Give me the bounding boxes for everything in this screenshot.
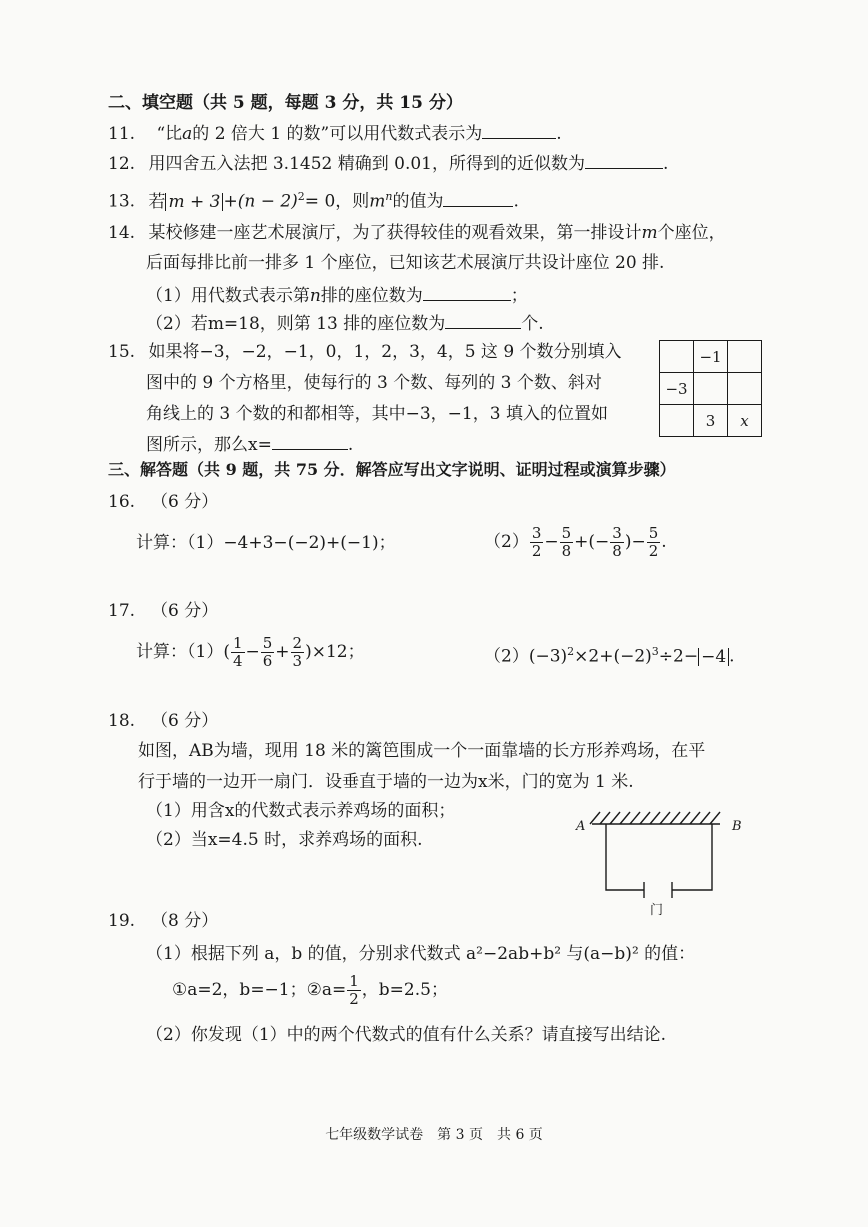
- q14-p2: （2）若m=18，则第 13 排的座位数为: [146, 314, 446, 334]
- q16-number: 16.: [108, 492, 136, 512]
- q16-op3: )−: [624, 532, 646, 552]
- q15-line-3: 角线上的 3 个数的和都相等，其中−3，−1，3 填入的位置如: [146, 404, 608, 424]
- q18-part-1: （1）用含x的代数式表示养鸡场的面积；: [146, 801, 456, 821]
- frac-den: 8: [612, 542, 622, 560]
- frac-num: 5: [648, 524, 659, 542]
- q17-op2: +: [275, 642, 290, 662]
- answer-blank[interactable]: [272, 433, 348, 450]
- q19-v2: ，b=2.5；: [361, 980, 448, 1000]
- q16-p2end: .: [661, 532, 667, 552]
- q15-end: .: [347, 435, 354, 455]
- grid-cell: [660, 341, 694, 373]
- grid-cell: [728, 373, 762, 405]
- q13-plus: +: [223, 191, 238, 212]
- frac-den: 2: [648, 542, 659, 560]
- q19-part-2: （2）你发现（1）中的两个代数式的值有什么关系？请直接写出结论.: [146, 1025, 667, 1045]
- q13-post: 的值为: [392, 191, 444, 212]
- q19-number: 19.: [108, 911, 136, 931]
- q14-p1a: （1）用代数式表示第: [146, 286, 310, 306]
- q12-number: 12.: [108, 154, 136, 174]
- fraction: [560, 525, 574, 560]
- frac-num: 2: [292, 634, 303, 652]
- frac-num: 5: [262, 634, 273, 652]
- q19-values: [172, 970, 448, 1010]
- q16-m1: (−1): [340, 533, 379, 553]
- q16-part-1: [136, 532, 396, 554]
- q18-number: 18.: [108, 711, 136, 731]
- frac-den: 8: [561, 542, 572, 560]
- frac-num: 3: [612, 524, 622, 542]
- q14-p2end: 个.: [521, 314, 544, 334]
- wall-hatching: [590, 812, 720, 824]
- fraction: [647, 525, 661, 560]
- question-17-header: [108, 600, 218, 622]
- q11-end: .: [556, 124, 562, 144]
- q14-var-n: n: [309, 286, 321, 306]
- grid-cell: 3: [694, 405, 728, 437]
- q14-part-2: [146, 312, 544, 335]
- q16-p1: （1）−4+3−: [187, 533, 288, 553]
- q17-number: 17.: [108, 601, 136, 621]
- q16-p2: （2）: [484, 532, 529, 552]
- q13-eq: = 0，则: [304, 191, 370, 212]
- question-13: [108, 186, 519, 213]
- q13-m: m: [369, 191, 386, 212]
- q15-line4: 图所示，那么x=: [146, 435, 272, 455]
- frac-den: 2: [349, 990, 359, 1008]
- q11-text-b: 的 2 倍大 1 的数”可以用代数式表示为: [192, 124, 483, 144]
- abs-m-plus-3: [165, 193, 223, 211]
- q18-score: （6 分）: [151, 711, 219, 731]
- q13-number: 13.: [108, 191, 136, 212]
- q12-text: 用四舍五入法把 3.1452 精确到 0.01，所得到的近似数为: [148, 154, 585, 174]
- frac-den: 4: [232, 652, 243, 670]
- q19-part-1: （1）根据下列 a，b 的值，分别求代数式 a²−2ab+b² 与(a−b)² 的值：: [146, 944, 696, 964]
- answer-blank[interactable]: [585, 152, 663, 169]
- magic-square-grid: [659, 340, 762, 437]
- grid-cell: −3: [660, 373, 694, 405]
- grid-cell: [728, 341, 762, 373]
- q17-score: （6 分）: [151, 601, 219, 621]
- grid-cell: x: [728, 405, 762, 437]
- q17-op1: −: [245, 642, 260, 662]
- q14-line1a: 某校修建一座艺术展演厅，为了获得较佳的观看效果，第一排设计: [148, 223, 642, 243]
- fence-left: [606, 824, 644, 890]
- answer-blank[interactable]: [482, 122, 556, 139]
- question-11: [108, 122, 562, 145]
- q18-part-2: （2）当x=4.5 时，求养鸡场的面积.: [146, 830, 423, 850]
- q16-m2: (−2): [287, 533, 327, 553]
- question-16-header: [108, 491, 218, 513]
- q16-calc-label: 计算：: [136, 533, 187, 553]
- q16-op2: +(−: [574, 532, 610, 552]
- question-14-line-1: [108, 222, 726, 244]
- frac-num: 1: [232, 634, 243, 652]
- chicken-coop-diagram: [570, 808, 750, 920]
- abs-minus-4: −4: [698, 648, 729, 666]
- q17-mid: ×2+(−2): [574, 646, 652, 667]
- question-18-header: [108, 710, 218, 732]
- q14-line1b: 个座位，: [657, 223, 726, 243]
- fraction: [610, 525, 624, 560]
- section-3-title: 三、解答题（共 9 题，共 75 分．解答应写出文字说明、证明过程或演算步骤）: [108, 460, 676, 479]
- q15-line-2: 图中的 9 个方格里，使每行的 3 个数、每列的 3 个数、斜对: [146, 373, 602, 393]
- q17-part-2: [484, 641, 735, 668]
- q11-var: a: [182, 124, 193, 144]
- door-label: 门: [650, 903, 664, 918]
- q13-end: .: [513, 191, 519, 212]
- q19-score: （8 分）: [151, 911, 219, 931]
- q18-line-1: 如图，AB为墙，现用 18 米的篱笆围成一个一面靠墙的长方形养鸡场，在平: [138, 741, 706, 761]
- fraction: [261, 635, 275, 670]
- q16-part-2: [484, 522, 667, 562]
- q13-pre: 若: [148, 191, 166, 212]
- question-14-line-2: 后面每排比前一排多 1 个座位，已知该艺术展演厅共设计座位 20 排.: [146, 253, 665, 273]
- frac-num: 1: [349, 972, 359, 990]
- q16-p1end: ；: [378, 533, 396, 553]
- frac-num: 5: [561, 524, 572, 542]
- q16-score: （6 分）: [151, 492, 219, 512]
- q14-var-m: m: [641, 223, 658, 243]
- q14-number: 14.: [108, 223, 136, 243]
- q17-p2end: .: [729, 646, 735, 667]
- q15-number: 15.: [108, 342, 136, 362]
- grid-cell: [660, 405, 694, 437]
- q18-line-2: 行于墙的一边开一扇门．设垂直于墙的一边为x米，门的宽为 1 米.: [138, 772, 634, 792]
- q15-line-4: [146, 433, 353, 456]
- q13-n2: (n − 2): [237, 191, 298, 212]
- answer-blank[interactable]: [423, 284, 511, 301]
- q14-part-1: [146, 284, 528, 307]
- q17-exp2: 3: [651, 645, 659, 658]
- grid-cell: −1: [694, 341, 728, 373]
- q13-m3: m + 3: [168, 191, 221, 212]
- q17-exp1: 2: [567, 645, 575, 658]
- fraction: [291, 635, 305, 670]
- fence-right: [672, 824, 712, 890]
- q11-number: 11.: [108, 124, 136, 144]
- q17-calc-label: 计算：: [136, 642, 187, 662]
- q19-v1: ①a=2，b=−1；②a=: [172, 980, 347, 1000]
- q17-p2: （2）(−3): [484, 646, 568, 667]
- fraction: [530, 525, 544, 560]
- q13-exp: 2: [297, 190, 305, 203]
- question-15-line-1: [108, 341, 622, 363]
- q15-line1: 如果将−3，−2，−1，0，1，2，3，4，5 这 9 个数分别填入: [148, 342, 622, 362]
- fraction: [231, 635, 245, 670]
- frac-den: 6: [262, 652, 273, 670]
- answer-blank[interactable]: [445, 312, 521, 329]
- label-A: A: [576, 819, 586, 834]
- q17-tail: ÷2−: [658, 646, 699, 667]
- section-2-title: 二、填空题（共 5 题，每题 3 分，共 15 分）: [108, 93, 463, 113]
- frac-num: 3: [531, 524, 542, 542]
- q11-text-a: “比: [156, 124, 183, 144]
- q17-p1end: )×12；: [305, 642, 365, 662]
- q17-p1: （1）(: [187, 642, 230, 662]
- question-12: [108, 152, 668, 175]
- answer-blank[interactable]: [443, 190, 513, 207]
- q12-end: .: [663, 154, 669, 174]
- frac-den: 3: [292, 652, 303, 670]
- q13-nexp: n: [385, 190, 393, 203]
- q14-p1b: 排的座位数为: [320, 286, 423, 306]
- frac-den: 2: [531, 542, 542, 560]
- grid-cell: [694, 373, 728, 405]
- q14-p1end: ；: [510, 286, 528, 306]
- label-B: B: [732, 819, 742, 834]
- q16-plus: +: [326, 533, 341, 553]
- fraction: [347, 973, 361, 1008]
- page-footer: 七年级数学试卷 第 3 页 共 6 页: [325, 1127, 543, 1143]
- q16-op1: −: [544, 532, 559, 552]
- question-19-header: [108, 910, 218, 932]
- q17-part-1: [136, 632, 365, 672]
